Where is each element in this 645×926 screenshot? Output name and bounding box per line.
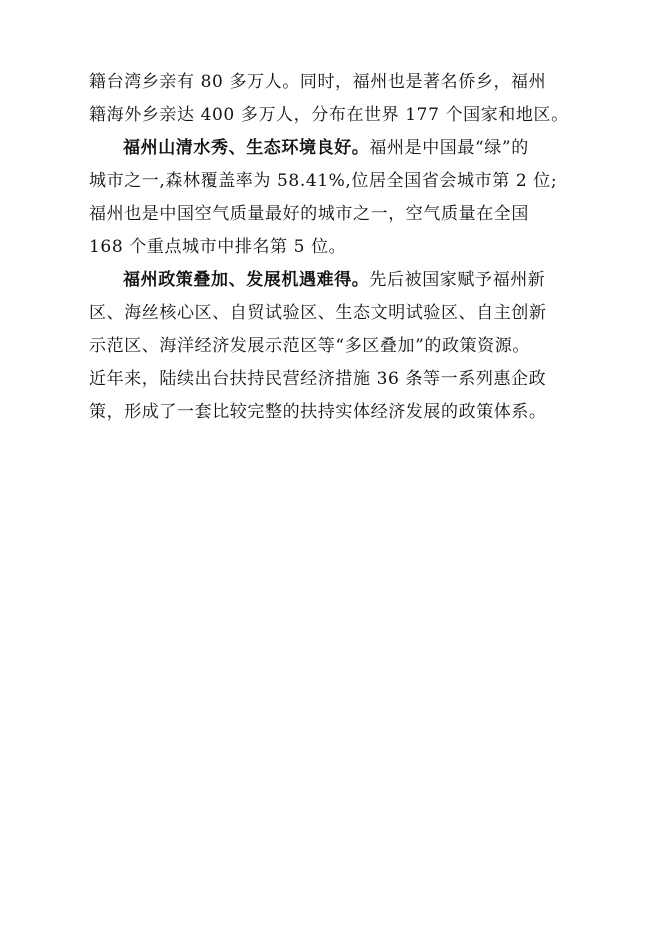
paragraph-heading: 福州山清水秀、生态环境良好。 [123, 138, 370, 158]
text-line [89, 132, 561, 165]
text-line: 近年来，陆续出台扶持民营经济措施 36 条等一系列惠企政 [89, 369, 547, 389]
text-line: 籍台湾乡亲有 80 多万人。同时，福州也是著名侨乡，福州 [89, 72, 547, 92]
text-line: 籍海外乡亲达 400 多万人，分布在世界 177 个国家和地区。 [89, 105, 569, 125]
text-run: 先后被国家赋予福州新 [369, 270, 546, 290]
paragraph-policy [89, 264, 561, 429]
text-line: 区、海丝核心区、自贸试验区、生态文明试验区、自主创新 [89, 303, 547, 323]
text-line: 策，形成了一套比较完整的扶持实体经济发展的政策体系。 [89, 402, 547, 422]
text-line: 城市之一,森林覆盖率为 58.41%,位居全国省会城市第 2 位; [89, 171, 558, 191]
text-line: 示范区、海洋经济发展示范区等“多区叠加”的政策资源。 [89, 336, 530, 356]
text-line [89, 264, 561, 297]
text-line: 168 个重点城市中排名第 5 位。 [89, 237, 347, 257]
text-run: 福州是中国最“绿”的 [369, 138, 529, 158]
paragraph-ecology [89, 132, 561, 264]
text-line: 福州也是中国空气质量最好的城市之一，空气质量在全国 [89, 204, 529, 224]
paragraph-heading: 福州政策叠加、发展机遇难得。 [123, 270, 370, 290]
document-body [89, 66, 569, 429]
paragraph-overseas-compatriots [89, 66, 569, 132]
